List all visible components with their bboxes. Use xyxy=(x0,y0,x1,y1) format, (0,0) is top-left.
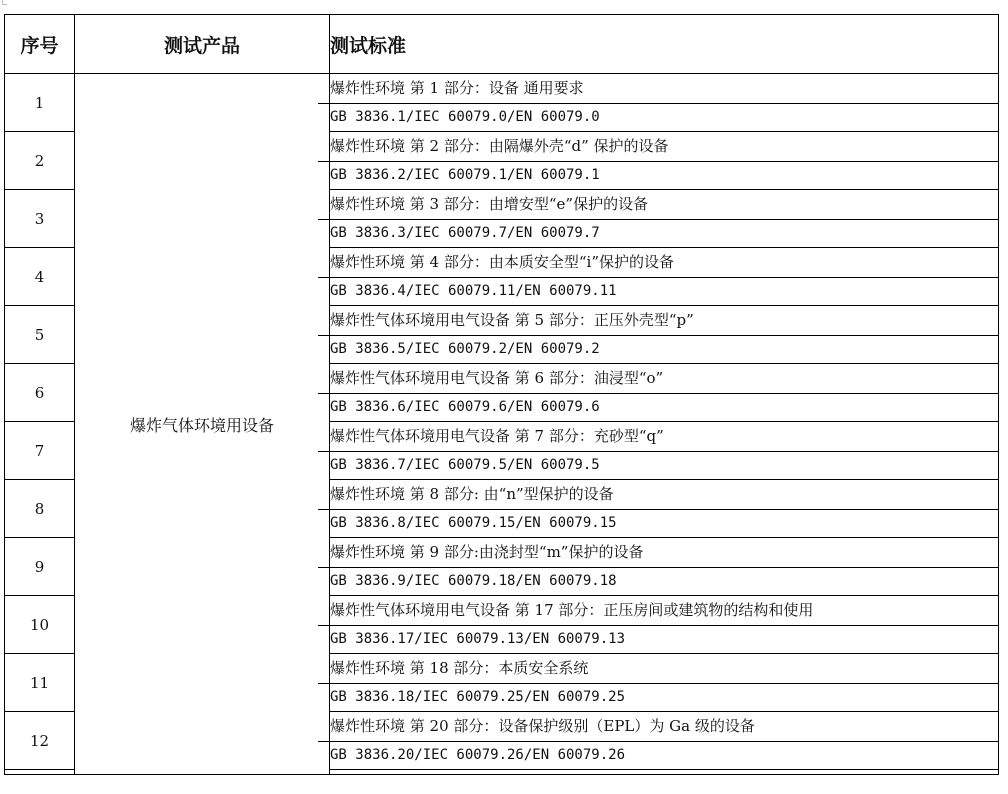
standard-cell xyxy=(330,480,999,538)
standard-code: GB 3836.3/IEC 60079.7/EN 60079.7 xyxy=(330,225,600,241)
table-body xyxy=(5,74,999,775)
standard-code: GB 3836.7/IEC 60079.5/EN 60079.5 xyxy=(330,457,600,473)
standard-title: 爆炸性环境 第 3 部分：由增安型“e”保护的设备 xyxy=(318,190,998,220)
row-serial-number: 3 xyxy=(5,190,75,248)
standard-title: 爆炸性环境 第 8 部分: 由“n”型保护的设备 xyxy=(318,480,998,510)
standard-cell xyxy=(330,654,999,712)
row-serial-number: 9 xyxy=(5,538,75,596)
standard-cell xyxy=(330,596,999,654)
header-test-product: 测试产品 xyxy=(75,15,330,74)
row-serial-number: 12 xyxy=(5,712,75,770)
standard-title: 爆炸性环境 第 18 部分：本质安全系统 xyxy=(318,654,998,684)
standard-cell xyxy=(330,248,999,306)
standard-title: 爆炸性环境 第 2 部分：由隔爆外壳“d” 保护的设备 xyxy=(318,132,998,162)
test-standards-table xyxy=(4,14,999,775)
row-serial-number: 6 xyxy=(5,364,75,422)
standard-cell xyxy=(330,306,999,364)
standard-code: GB 3836.2/IEC 60079.1/EN 60079.1 xyxy=(330,167,600,183)
header-serial-number: 序号 xyxy=(5,15,75,74)
standard-cell xyxy=(330,538,999,596)
standard-title: 爆炸性气体环境用电气设备 第 7 部分：充砂型“q” xyxy=(318,422,998,452)
tail-cell xyxy=(5,770,75,775)
standard-cell xyxy=(330,712,999,770)
table-row xyxy=(5,74,999,132)
row-serial-number: 8 xyxy=(5,480,75,538)
standard-code: GB 3836.9/IEC 60079.18/EN 60079.18 xyxy=(330,573,617,589)
standard-code: GB 3836.8/IEC 60079.15/EN 60079.15 xyxy=(330,515,617,531)
standard-title: 爆炸性气体环境用电气设备 第 17 部分：正压房间或建筑物的结构和使用 xyxy=(318,596,998,626)
standard-cell xyxy=(330,190,999,248)
standard-cell xyxy=(330,74,999,132)
standard-code: GB 3836.18/IEC 60079.25/EN 60079.25 xyxy=(330,689,626,705)
standard-cell xyxy=(330,364,999,422)
row-serial-number: 1 xyxy=(5,74,75,132)
standard-cell xyxy=(330,132,999,190)
standard-code: GB 3836.6/IEC 60079.6/EN 60079.6 xyxy=(330,399,600,415)
row-serial-number: 4 xyxy=(5,248,75,306)
standard-code: GB 3836.4/IEC 60079.11/EN 60079.11 xyxy=(330,283,617,299)
row-serial-number: 10 xyxy=(5,596,75,654)
row-serial-number: 11 xyxy=(5,654,75,712)
standard-cell xyxy=(330,422,999,480)
standard-title: 爆炸性环境 第 20 部分：设备保护级别（EPL）为 Ga 级的设备 xyxy=(318,712,998,742)
standard-code: GB 3836.20/IEC 60079.26/EN 60079.26 xyxy=(330,747,626,763)
standard-title: 爆炸性环境 第 9 部分:由浇封型“m”保护的设备 xyxy=(318,538,998,568)
standard-title: 爆炸性环境 第 4 部分：由本质安全型“i”保护的设备 xyxy=(318,248,998,278)
table-header-row xyxy=(5,15,999,74)
standard-code: GB 3836.17/IEC 60079.13/EN 60079.13 xyxy=(330,631,626,647)
header-test-standard: 测试标准 xyxy=(330,15,999,74)
product-name-cell: 爆炸气体环境用设备 xyxy=(75,74,330,775)
tail-cell xyxy=(330,770,999,775)
page-corner-mark xyxy=(2,0,7,5)
standard-title: 爆炸性环境 第 1 部分：设备 通用要求 xyxy=(318,74,998,104)
standard-title: 爆炸性气体环境用电气设备 第 6 部分：油浸型“o” xyxy=(318,364,998,394)
row-serial-number: 5 xyxy=(5,306,75,364)
standard-code: GB 3836.1/IEC 60079.0/EN 60079.0 xyxy=(330,109,600,125)
standard-code: GB 3836.5/IEC 60079.2/EN 60079.2 xyxy=(330,341,600,357)
standard-title: 爆炸性气体环境用电气设备 第 5 部分：正压外壳型“p” xyxy=(318,306,998,336)
row-serial-number: 7 xyxy=(5,422,75,480)
row-serial-number: 2 xyxy=(5,132,75,190)
